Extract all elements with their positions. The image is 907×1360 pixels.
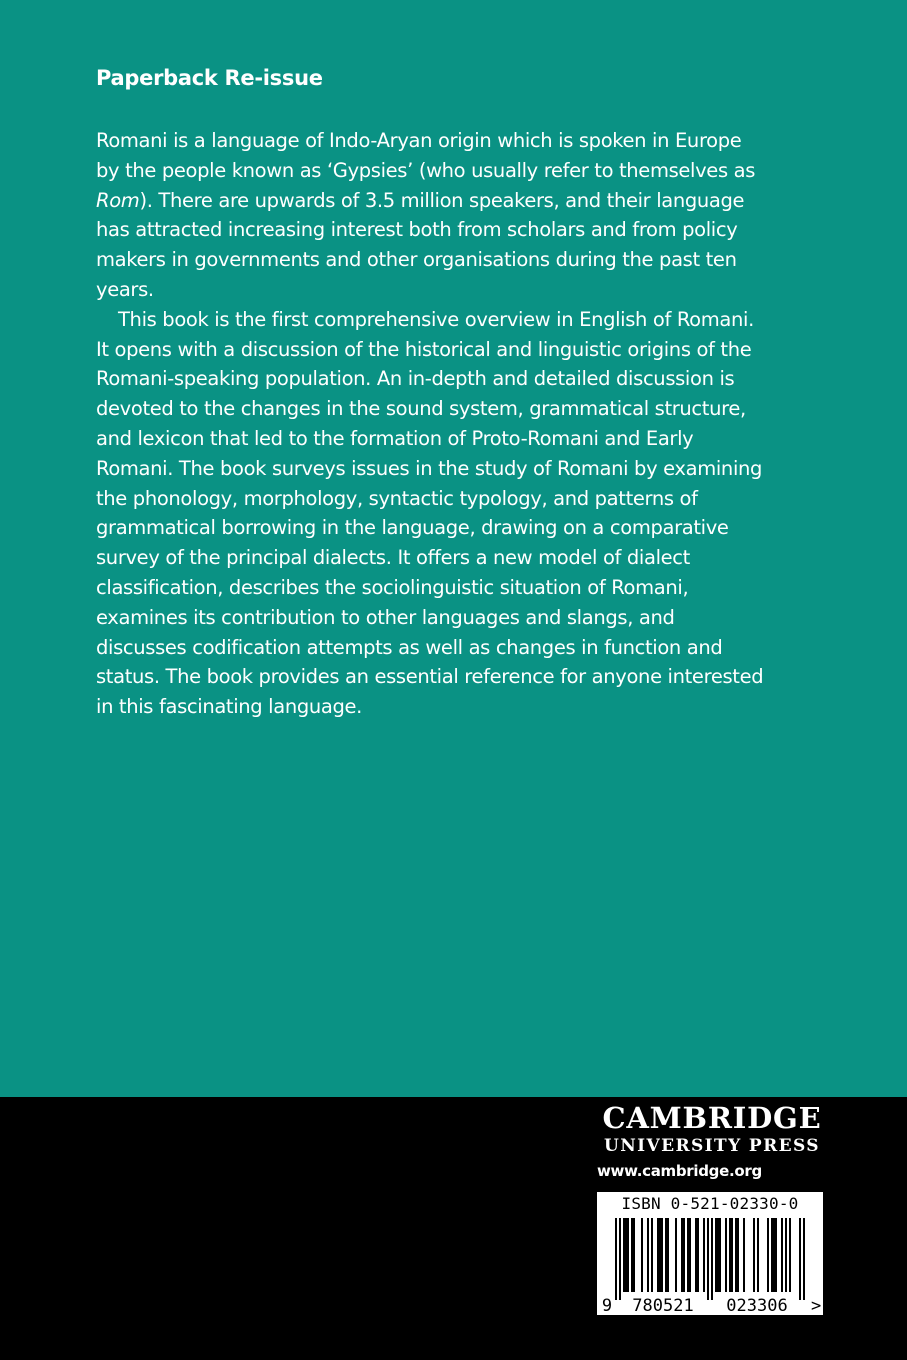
barcode-bar: [703, 1218, 705, 1292]
barcode-bar: [715, 1218, 717, 1292]
blurb-paragraph-1: [96, 126, 811, 305]
barcode-bar: [737, 1218, 739, 1292]
barcode-bar: [647, 1218, 649, 1292]
blurb-line: Romani-speaking population. An in-depth and detailed discussion is: [96, 367, 735, 391]
barcode-bar: [665, 1218, 667, 1292]
barcode-bar: [789, 1218, 791, 1292]
blurb-line: grammatical borrowing in the language, drawing on a comparative: [96, 516, 729, 540]
barcode-bar: [659, 1218, 661, 1292]
blurb-paragraph-2: [96, 305, 811, 722]
blurb-line: in this fascinating language.: [96, 695, 363, 719]
barcode-bar: [781, 1218, 783, 1292]
barcode-bar: [657, 1218, 659, 1292]
publisher-url: www.cambridge.org: [597, 1162, 762, 1180]
barcode-bar: [731, 1218, 733, 1292]
barcode-bar: [681, 1218, 683, 1292]
barcode-bar: [633, 1218, 635, 1292]
blurb-line: This book is the first comprehensive overview in English of Romani.: [118, 307, 754, 331]
barcode-bar: [695, 1218, 697, 1292]
blurb-line: [96, 186, 811, 216]
barcode-bar: [803, 1218, 805, 1300]
barcode-bar: [631, 1218, 633, 1292]
barcode-bar: [711, 1218, 713, 1300]
barcode-bar: [729, 1218, 731, 1292]
barcode-bar: [725, 1218, 727, 1292]
barcode-bar: [775, 1218, 777, 1292]
cambridge-logo: [597, 1100, 827, 1156]
blurb-line: by the people known as ‘Gypsies’ (who usually refer to themselves as: [96, 158, 756, 182]
barcode-bar: [683, 1218, 685, 1292]
blurb-line: status. The book provides an essential reference for anyone interested: [96, 665, 764, 689]
blurb-line: years.: [96, 277, 154, 301]
blurb-line: examines its contribution to other languages and slangs, and: [96, 605, 675, 629]
blurb-text: [96, 126, 811, 722]
barcode-bar: [667, 1218, 669, 1292]
barcode-bar: [687, 1218, 689, 1292]
blurb-line-rest: ). There are upwards of 3.5 million speakers, and their language: [139, 188, 745, 212]
barcode-lead-digit: 9: [601, 1296, 613, 1315]
blurb-line: has attracted increasing interest both from scholars and from policy: [96, 218, 738, 242]
blurb-line: Romani. The book surveys issues in the study of Romani by examining: [96, 456, 763, 480]
blurb-line: makers in governments and other organisations during the past ten: [96, 248, 737, 272]
barcode-bar: [619, 1218, 621, 1300]
barcode-left-digits: 780521: [632, 1296, 694, 1315]
rom-italic-term: Rom: [96, 188, 140, 212]
barcode-bar: [623, 1218, 625, 1292]
barcode-right-digits: 023306: [726, 1296, 788, 1315]
blurb-line: It opens with a discussion of the historical and linguistic origins of the: [96, 337, 752, 361]
barcode-bar: [641, 1218, 643, 1292]
blurb-line: devoted to the changes in the sound system, grammatical structure,: [96, 397, 746, 421]
barcode-bar: [625, 1218, 627, 1292]
barcode-quiet-zone-marker: >: [811, 1296, 822, 1315]
barcode-panel: [597, 1192, 823, 1315]
barcode-bar: [627, 1218, 629, 1292]
blurb-line: and lexicon that led to the formation of Proto-Romani and Early: [96, 426, 694, 450]
barcode-bar: [785, 1218, 787, 1292]
barcode-bar: [661, 1218, 663, 1292]
blurb-line: Romani is a language of Indo-Aryan origin which is spoken in Europe: [96, 129, 742, 152]
barcode-bar: [707, 1218, 709, 1300]
barcode-bar: [615, 1218, 617, 1300]
blurb-line: discusses codification attempts as well as changes in function and: [96, 635, 723, 659]
barcode-bar: [753, 1218, 755, 1292]
barcode-bar: [717, 1218, 719, 1292]
publisher-press: UNIVERSITY PRESS: [604, 1136, 820, 1156]
barcode-bar: [719, 1218, 721, 1292]
barcode-bar: [651, 1218, 653, 1292]
reissue-heading: Paperback Re-issue: [96, 66, 323, 90]
blurb-line: survey of the principal dialects. It offers a new model of dialect: [96, 546, 690, 570]
barcode-bar: [735, 1218, 737, 1292]
barcode-bar: [773, 1218, 775, 1292]
barcode-bar: [799, 1218, 801, 1300]
barcode-bar: [767, 1218, 769, 1292]
publisher-name: CAMBRIDGE: [602, 1101, 822, 1135]
blurb-line: the phonology, morphology, syntactic typology, and patterns of: [96, 486, 698, 510]
barcode-bar: [743, 1218, 745, 1292]
barcode-bar: [697, 1218, 699, 1292]
barcode-bar: [675, 1218, 677, 1292]
barcode-bar: [771, 1218, 773, 1292]
isbn-number: ISBN 0-521-02330-0: [621, 1194, 799, 1213]
barcode-bar: [757, 1218, 759, 1292]
blurb-line: classification, describes the sociolinguistic situation of Romani,: [96, 575, 689, 599]
barcode-image: [597, 1216, 823, 1315]
barcode-bar: [689, 1218, 691, 1292]
